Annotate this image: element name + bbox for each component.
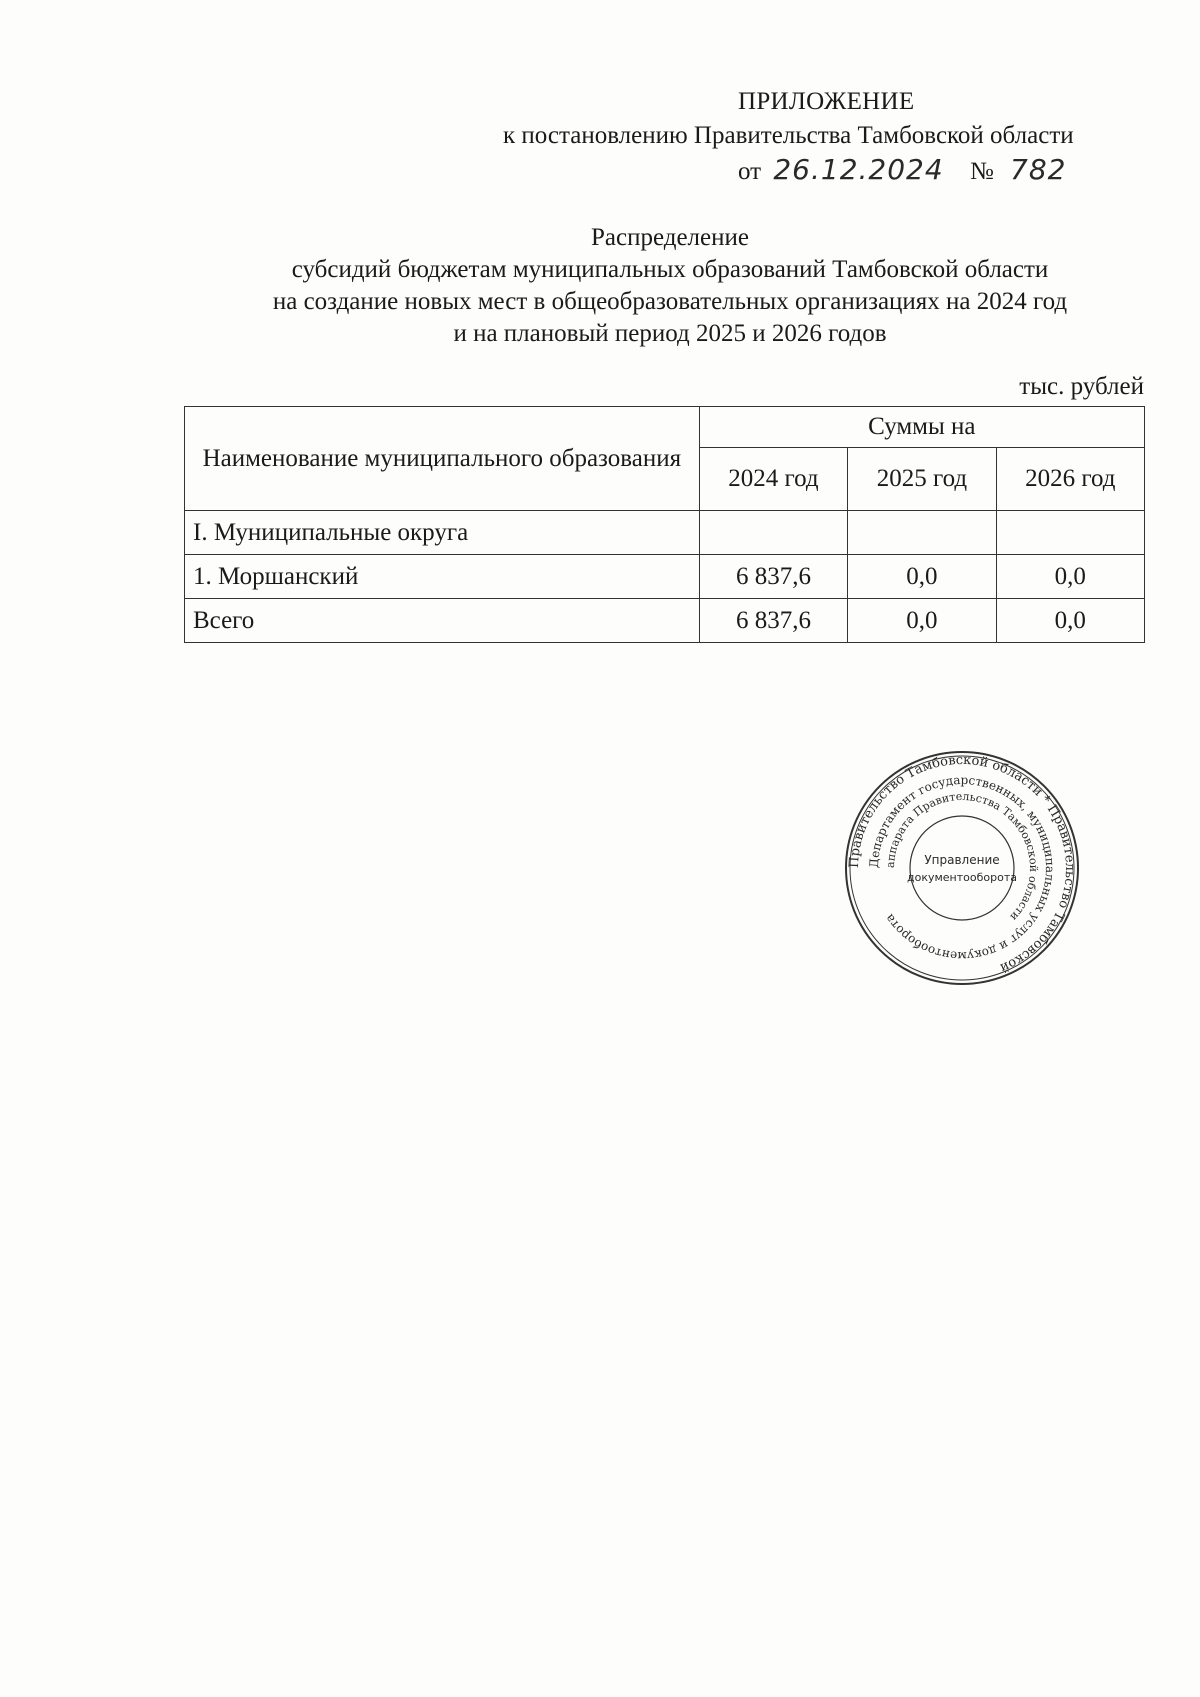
handwritten-date: 26.12.2024	[773, 153, 944, 186]
cell-2024	[699, 511, 848, 555]
stamp-center-line-1: Управление	[924, 853, 1000, 867]
document-heading	[170, 222, 1170, 350]
number-label: №	[969, 158, 994, 185]
column-header-group: Суммы на	[699, 407, 1144, 448]
column-header-2025: 2025 год	[848, 448, 996, 511]
stamp-inner-text: аппарата Правительства Тамбовской области	[883, 789, 1041, 924]
row-label: 1. Моршанский	[185, 555, 700, 599]
cell-2024: 6 837,6	[699, 555, 848, 599]
heading-line-3: на создание новых мест в общеобразовательных организациях на 2024 год	[272, 288, 1068, 315]
table-row-total	[185, 599, 1145, 643]
row-label: Всего	[185, 599, 700, 643]
column-header-2024: 2024 год	[699, 448, 848, 511]
stamp-middle-text: Департамент государственных, муниципальных услуг и документооборота	[866, 772, 1058, 964]
cell-2026: 0,0	[996, 555, 1144, 599]
cell-2025	[848, 511, 996, 555]
cell-2025: 0,0	[848, 555, 996, 599]
cell-2024: 6 837,6	[699, 599, 848, 643]
heading-line-2: субсидий бюджетам муниципальных образований Тамбовской области	[291, 256, 1049, 283]
column-header-name: Наименование муниципального образования	[185, 407, 700, 511]
distribution-table	[184, 406, 1145, 643]
official-stamp	[842, 748, 1082, 988]
appendix-date-line	[738, 154, 1067, 188]
date-label: от	[738, 158, 762, 185]
stamp-outer-text: Правительство Тамбовской области * Правительство Тамбовской	[846, 752, 1078, 976]
row-label: I. Муниципальные округа	[185, 511, 700, 555]
table-row	[185, 511, 1145, 555]
heading-line-4: и на плановый период 2025 и 2026 годов	[453, 320, 887, 347]
table-row	[185, 555, 1145, 599]
cell-2025: 0,0	[848, 599, 996, 643]
cell-2026	[996, 511, 1144, 555]
stamp-center-line-2: документооборота	[907, 871, 1017, 884]
appendix-reference: к постановлению Правительства Тамбовской области	[503, 122, 1074, 149]
heading-line-1: Распределение	[591, 224, 749, 251]
cell-2026: 0,0	[996, 599, 1144, 643]
unit-label: тыс. рублей	[1019, 373, 1144, 400]
appendix-title: ПРИЛОЖЕНИЕ	[738, 88, 915, 115]
handwritten-number: 782	[1010, 153, 1067, 186]
stamp-seal	[842, 748, 1082, 988]
column-header-2026: 2026 год	[996, 448, 1144, 511]
table-header-row	[185, 407, 1145, 448]
